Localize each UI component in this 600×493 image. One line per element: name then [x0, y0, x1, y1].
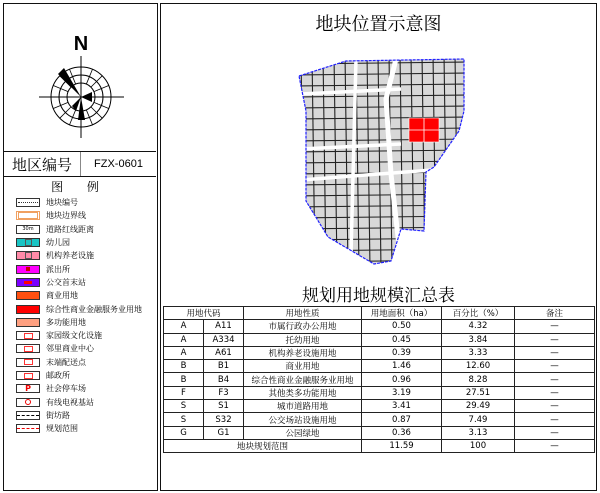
note: —	[515, 413, 595, 426]
area: 1.46	[362, 360, 442, 373]
percent: 29.49	[442, 400, 515, 413]
category-code: A	[164, 333, 204, 346]
sub-code: F3	[204, 386, 244, 399]
total-note: —	[515, 439, 595, 452]
legend-label: 地块编号	[46, 198, 78, 208]
header-area: 用地面积（ha）	[362, 307, 442, 320]
legend-item	[16, 223, 142, 236]
table-row	[164, 346, 595, 359]
legend-item	[16, 289, 142, 302]
legend-item	[16, 329, 142, 342]
legend-label: 邮政所	[46, 371, 70, 380]
legend-label: 幼儿园	[46, 238, 70, 248]
legend-swatch-icon	[16, 291, 40, 300]
table-row	[164, 400, 595, 413]
legend-item	[16, 262, 142, 275]
sub-code: A334	[204, 333, 244, 346]
table-row	[164, 413, 595, 426]
legend-swatch-icon	[16, 198, 40, 207]
category-code: A	[164, 346, 204, 359]
legend-swatch-icon	[16, 358, 40, 367]
area: 3.19	[362, 386, 442, 399]
legend-label: 派出所	[46, 264, 70, 274]
legend-swatch-icon: 30m	[16, 225, 40, 234]
legend-item	[16, 409, 142, 422]
legend-swatch-icon: P	[16, 384, 40, 393]
sub-code: A61	[204, 346, 244, 359]
main-panel	[160, 3, 597, 491]
legend-item	[16, 356, 142, 369]
legend-swatch-icon	[16, 344, 40, 353]
legend-swatch-icon	[16, 211, 40, 220]
percent: 3.33	[442, 346, 515, 359]
block-line	[466, 54, 469, 269]
category-code: A	[164, 320, 204, 333]
district-code-value: FZX-0601	[94, 158, 143, 170]
note: —	[515, 320, 595, 333]
table-row	[164, 426, 595, 439]
legend-panel	[3, 3, 158, 491]
land-use-nature: 公园绿地	[244, 426, 362, 439]
legend-label: 综合性商业金融服务业用地	[46, 304, 142, 314]
percent: 8.28	[442, 373, 515, 386]
table-row	[164, 333, 595, 346]
legend-item	[16, 422, 142, 435]
legend-label: 末端配送点	[46, 357, 86, 367]
legend-item	[16, 395, 142, 408]
land-use-nature: 公交场站设施用地	[244, 413, 362, 426]
note: —	[515, 386, 595, 399]
legend-swatch-icon	[16, 331, 40, 340]
percent: 12.60	[442, 360, 515, 373]
legend-label: 家园级文化设施	[46, 331, 102, 341]
wind-rose-compass-icon	[34, 22, 129, 142]
table-row	[164, 373, 595, 386]
legend-label: 有线电视基站	[46, 397, 94, 407]
note: —	[515, 400, 595, 413]
legend-swatch-icon	[16, 251, 40, 260]
north-label: N	[73, 33, 89, 55]
land-use-nature: 综合性商业金融服务业用地	[244, 373, 362, 386]
legend-label: 道路红线距离	[46, 224, 94, 234]
note: —	[515, 426, 595, 439]
legend-swatch-icon	[16, 371, 40, 380]
legend-swatch-icon	[16, 411, 40, 420]
legend-item	[16, 236, 142, 249]
land-use-nature: 市属行政办公用地	[244, 320, 362, 333]
legend-title: 图 例	[51, 180, 109, 194]
legend-item	[16, 302, 142, 315]
legend-label: 邻里商业中心	[46, 344, 94, 354]
legend-label: 机构养老设施	[46, 251, 94, 261]
legend-label: 地块边界线	[46, 211, 86, 221]
sub-code: S1	[204, 400, 244, 413]
area: 0.45	[362, 333, 442, 346]
category-code: B	[164, 373, 204, 386]
legend-item	[16, 196, 142, 209]
table-row	[164, 360, 595, 373]
total-percent: 100	[442, 439, 515, 452]
sub-code: B4	[204, 373, 244, 386]
table-title: 规划用地规模汇总表	[302, 286, 455, 306]
legend-item	[16, 249, 142, 262]
percent: 3.13	[442, 426, 515, 439]
land-use-nature: 托幼用地	[244, 333, 362, 346]
header-code: 用地代码	[164, 307, 244, 320]
legend-swatch-icon	[16, 238, 40, 247]
sub-code: B1	[204, 360, 244, 373]
total-area: 11.59	[362, 439, 442, 452]
total-label: 地块规划范围	[164, 439, 362, 452]
sub-code: A11	[204, 320, 244, 333]
sub-code: S32	[204, 413, 244, 426]
legend-item	[16, 276, 142, 289]
area: 3.41	[362, 400, 442, 413]
land-use-summary-table	[163, 306, 595, 453]
table-row	[164, 320, 595, 333]
legend-label: 商业用地	[46, 291, 78, 301]
area: 0.50	[362, 320, 442, 333]
legend-label: 规划范围	[46, 424, 78, 434]
note: —	[515, 360, 595, 373]
area: 0.87	[362, 413, 442, 426]
category-code: F	[164, 386, 204, 399]
land-use-nature: 商业用地	[244, 360, 362, 373]
category-code: B	[164, 360, 204, 373]
legend-item	[16, 369, 142, 382]
note: —	[515, 373, 595, 386]
legend-label: 多功能用地	[46, 317, 86, 327]
percent: 7.49	[442, 413, 515, 426]
area: 0.96	[362, 373, 442, 386]
percent: 4.32	[442, 320, 515, 333]
location-map	[291, 44, 471, 269]
legend-item	[16, 209, 142, 222]
legend-label: 社会停车场	[46, 384, 86, 394]
sub-code: G1	[204, 426, 244, 439]
note: —	[515, 346, 595, 359]
district-code-row	[4, 151, 156, 177]
land-use-nature: 其他类多功能用地	[244, 386, 362, 399]
table-row	[164, 386, 595, 399]
percent: 27.51	[442, 386, 515, 399]
district-code-label: 地区编号	[4, 152, 81, 176]
legend-list	[16, 196, 142, 435]
legend-item	[16, 382, 142, 395]
category-code: S	[164, 413, 204, 426]
legend-swatch-icon	[16, 424, 40, 433]
total-row	[164, 439, 595, 452]
area: 0.36	[362, 426, 442, 439]
category-code: S	[164, 400, 204, 413]
legend-swatch-icon	[16, 305, 40, 314]
legend-swatch-icon	[16, 318, 40, 327]
legend-label: 街坊路	[46, 410, 70, 420]
header-note: 备注	[515, 307, 595, 320]
legend-item	[16, 342, 142, 355]
legend-swatch-icon	[16, 265, 40, 274]
header-percent: 百分比（%）	[442, 307, 515, 320]
note: —	[515, 333, 595, 346]
legend-label: 公交首末站	[46, 277, 86, 287]
land-use-nature: 机构养老设施用地	[244, 346, 362, 359]
legend-swatch-icon	[16, 278, 40, 287]
land-use-nature: 城市道路用地	[244, 400, 362, 413]
legend-item	[16, 316, 142, 329]
header-nature: 用地性质	[244, 307, 362, 320]
map-title: 地块位置示意图	[315, 14, 442, 35]
category-code: G	[164, 426, 204, 439]
percent: 3.84	[442, 333, 515, 346]
area: 0.39	[362, 346, 442, 359]
legend-swatch-icon	[16, 398, 40, 407]
